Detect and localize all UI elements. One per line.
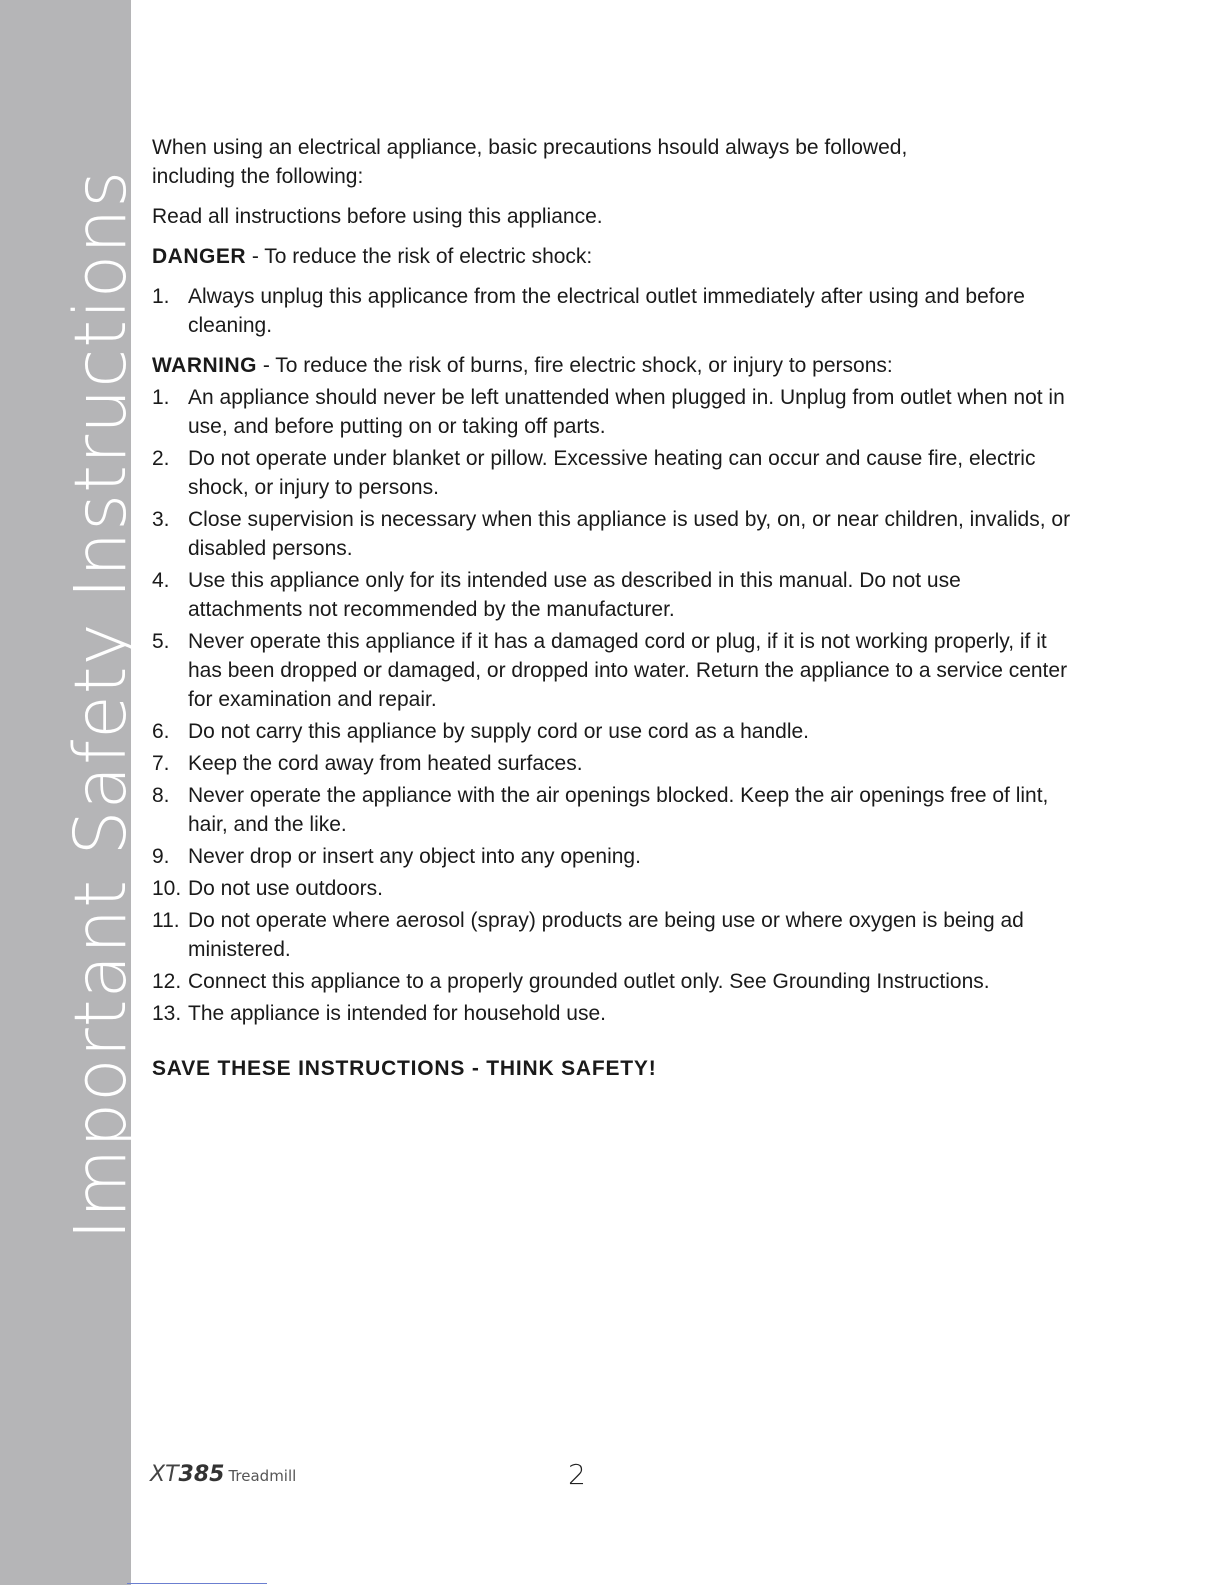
list-item-text: An appliance should never be left unattended when plugged in. Unplug from outlet when not in use, and before putting on or taking off parts. bbox=[188, 386, 1065, 438]
list-item bbox=[152, 717, 1072, 746]
list-item bbox=[152, 505, 1072, 563]
list-item-text: Do not operate under blanket or pillow. Excessive heating can occur and cause fire, electric shock, or injury to persons. bbox=[188, 447, 1036, 499]
sidebar bbox=[0, 0, 142, 1585]
list-item bbox=[152, 444, 1072, 502]
warning-list bbox=[152, 383, 1072, 1028]
intro-paragraph bbox=[152, 133, 1072, 191]
list-item-text: The appliance is intended for household use. bbox=[188, 1002, 606, 1025]
intro-line-2: including the following: bbox=[152, 165, 364, 188]
list-item-number: 10. bbox=[152, 877, 182, 900]
list-item-number: 3. bbox=[152, 508, 170, 531]
list-item-text: Never drop or insert any object into any opening. bbox=[188, 845, 641, 868]
list-item bbox=[152, 781, 1072, 839]
list-item-number: 5. bbox=[152, 630, 170, 653]
list-item-number: 7. bbox=[152, 752, 170, 775]
list-item-number: 1. bbox=[152, 386, 170, 409]
warning-heading bbox=[152, 351, 1072, 380]
danger-text: - To reduce the risk of electric shock: bbox=[246, 245, 593, 268]
bottom-rule bbox=[127, 1583, 267, 1584]
intro-line-1: When using an electrical appliance, basic precautions hsould always be followed, bbox=[152, 136, 908, 159]
document-body bbox=[152, 133, 1072, 1083]
page-number: 2 bbox=[568, 1458, 586, 1491]
footer-model bbox=[150, 1462, 296, 1492]
list-item-text: Do not operate where aerosol (spray) products are being use or where oxygen is being ad ministered. bbox=[188, 909, 1024, 961]
list-item bbox=[152, 566, 1072, 624]
list-item-number: 11. bbox=[152, 909, 180, 932]
list-item-text: Do not use outdoors. bbox=[188, 877, 383, 900]
warning-label: WARNING bbox=[152, 354, 257, 377]
closing-statement: SAVE THESE INSTRUCTIONS - THINK SAFETY! bbox=[152, 1057, 657, 1080]
danger-heading bbox=[152, 242, 1072, 271]
danger-list bbox=[152, 282, 1072, 340]
list-item-text: Do not carry this appliance by supply cord or use cord as a handle. bbox=[188, 720, 810, 743]
list-item-text: Use this appliance only for its intended use as described in this manual. Do not use attachments not recommended by the manufacturer. bbox=[188, 569, 961, 621]
list-item bbox=[152, 383, 1072, 441]
list-item bbox=[152, 967, 1072, 996]
list-item-number: 8. bbox=[152, 784, 170, 807]
list-item-number: 4. bbox=[152, 569, 170, 592]
list-item-text: Never operate the appliance with the air openings blocked. Keep the air openings free of lint, hair, and the like. bbox=[188, 784, 1049, 836]
list-item bbox=[152, 749, 1072, 778]
list-item-number: 12. bbox=[152, 970, 182, 993]
list-item bbox=[152, 999, 1072, 1028]
list-item-number: 6. bbox=[152, 720, 170, 743]
list-item-text: Never operate this appliance if it has a damaged cord or plug, if it is not working properly, if it has been dropped or damaged, or dropped into water. Return the appliance to a service center for examination and repair. bbox=[188, 630, 1068, 711]
list-item-text: Always unplug this applicance from the electrical outlet immediately after using and before cleaning. bbox=[188, 285, 1025, 337]
list-item-text: Close supervision is necessary when this appliance is used by, on, or near children, invalids, or disabled persons. bbox=[188, 508, 1071, 560]
danger-label: DANGER bbox=[152, 245, 247, 268]
list-item-number: 13. bbox=[152, 1002, 182, 1025]
list-item-number: 9. bbox=[152, 845, 170, 868]
list-item bbox=[152, 627, 1072, 714]
product-name: Treadmill bbox=[228, 1467, 297, 1485]
list-item-text: Keep the cord away from heated surfaces. bbox=[188, 752, 583, 775]
list-item-text: Connect this appliance to a properly grounded outlet only. See Grounding Instructions. bbox=[188, 970, 990, 993]
list-item-number: 2. bbox=[152, 447, 170, 470]
read-all-notice: Read all instructions before using this appliance. bbox=[152, 205, 603, 228]
list-item bbox=[152, 282, 1072, 340]
model-prefix: XT bbox=[150, 1462, 179, 1487]
list-item bbox=[152, 906, 1072, 964]
list-item bbox=[152, 874, 1072, 903]
sidebar-title: Important Safety Instructions bbox=[59, 169, 142, 1240]
list-item-number: 1. bbox=[152, 285, 170, 308]
model-number: 385 bbox=[178, 1462, 225, 1487]
warning-text: - To reduce the risk of burns, fire electric shock, or injury to persons: bbox=[257, 354, 893, 377]
list-item bbox=[152, 842, 1072, 871]
